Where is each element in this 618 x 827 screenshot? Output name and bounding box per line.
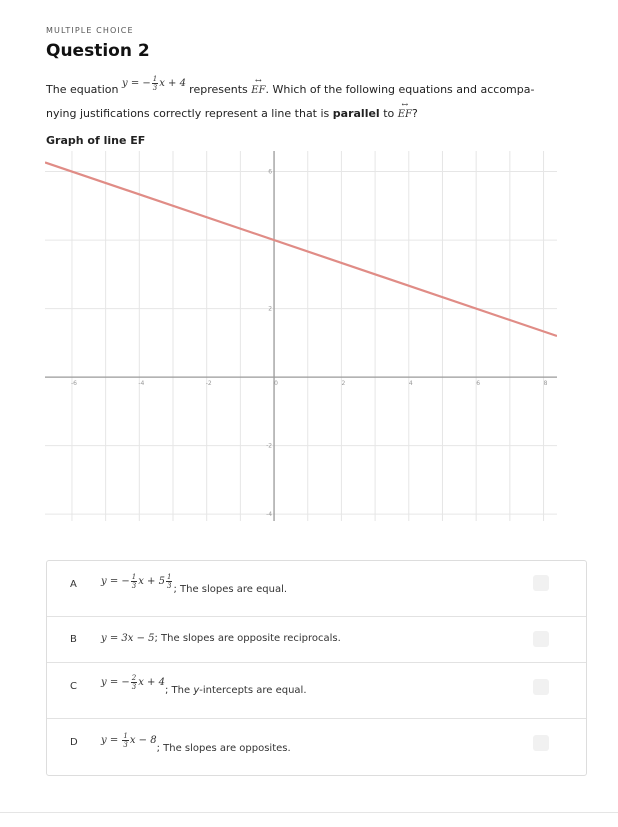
- choice-c-content: [101, 674, 307, 696]
- choice-c-select-box[interactable]: [533, 679, 549, 695]
- choice-a-select-box[interactable]: [533, 575, 549, 591]
- x-tick-label: -4: [138, 380, 145, 388]
- choice-c-justification: [165, 685, 307, 696]
- eq-fraction-den: 3: [152, 84, 158, 92]
- choice-a-fraction-2-num: 1: [166, 573, 172, 581]
- eq-fraction: [152, 75, 158, 92]
- choice-d-fraction-den: 3: [123, 741, 128, 749]
- choice-c-lhs: y = −: [101, 677, 130, 688]
- choice-c-fraction-num: 2: [131, 674, 137, 682]
- vector-arrow-icon: ↔: [401, 100, 409, 109]
- choice-a-lhs: y = −: [101, 576, 130, 587]
- x-tick-label: 0: [274, 380, 278, 388]
- page-bottom-divider: [0, 812, 618, 813]
- choice-a-letter: A: [70, 579, 77, 590]
- choice-a-justification: ; The slopes are equal.: [173, 584, 288, 595]
- question-prompt-line-2: [46, 100, 586, 129]
- choice-d-mid: x − 8: [129, 735, 157, 746]
- choice-a-fraction-2: [166, 573, 172, 590]
- choice-d-content: [101, 732, 291, 754]
- line-ef: [45, 162, 557, 336]
- y-tick-label: 6: [268, 168, 273, 176]
- vector-label: EF: [397, 109, 412, 120]
- choice-c-equation: [101, 674, 165, 691]
- prompt-line2-to: to: [379, 107, 398, 120]
- choice-d-fraction: [122, 732, 128, 749]
- choice-c-fraction-den: 3: [131, 683, 137, 691]
- choice-d-letter: D: [70, 737, 78, 748]
- x-tick-label: 6: [476, 380, 481, 388]
- choice-d-fraction-num: 1: [123, 732, 128, 740]
- choice-b-equation: y = 3x − 5: [101, 633, 155, 644]
- choice-d[interactable]: [47, 719, 586, 775]
- choice-b-letter: B: [70, 634, 77, 645]
- question-prompt-line-1: [46, 75, 586, 108]
- choice-c-mid: x + 4: [138, 677, 165, 688]
- x-tick-label: 8: [543, 380, 548, 388]
- question-type-label: MULTIPLE CHOICE: [46, 26, 134, 35]
- line-ef-vector-2: [397, 100, 412, 120]
- choice-b-justification: ; The slopes are opposite reciprocals.: [154, 633, 341, 644]
- choice-d-lhs: y =: [101, 735, 122, 746]
- choice-a-fraction: [131, 573, 137, 590]
- question-title: Question 2: [46, 41, 150, 61]
- choice-d-justification: ; The slopes are opposites.: [156, 743, 291, 754]
- graph-title: Graph of line EF: [46, 134, 146, 147]
- prompt-line2-end: ?: [412, 107, 418, 120]
- choice-d-select-box[interactable]: [533, 735, 549, 751]
- eq-fraction-num: 1: [152, 75, 158, 83]
- choice-c-just-italic: y: [193, 685, 200, 696]
- y-tick-label: -2: [266, 442, 273, 450]
- choice-a-fraction-2-den: 3: [166, 582, 172, 590]
- x-tick-label: 4: [408, 380, 413, 388]
- choice-c[interactable]: [47, 663, 586, 719]
- choice-a-content: [101, 573, 288, 595]
- choice-d-equation: [101, 732, 157, 749]
- x-tick-label: -2: [205, 380, 212, 388]
- x-tick-label: -6: [70, 380, 77, 388]
- choice-c-letter: C: [70, 681, 77, 692]
- choice-a[interactable]: [47, 561, 586, 617]
- vector-label: EF: [251, 85, 266, 96]
- prompt-text-the-equation: The equation: [46, 83, 119, 96]
- vector-arrow-icon: ↔: [255, 76, 262, 85]
- eq-rhs: x + 4: [159, 78, 186, 89]
- choice-a-fraction-num: 1: [131, 573, 137, 581]
- line-ef-graph: [45, 151, 557, 521]
- choice-a-fraction-den: 3: [131, 582, 137, 590]
- choice-c-fraction: [131, 674, 137, 691]
- prompt-parallel-keyword: parallel: [332, 107, 380, 120]
- line-ef-vector: [251, 76, 266, 96]
- choice-c-just-pre: ; The: [164, 685, 194, 696]
- prompt-text-rest: . Which of the following equations and accompa-: [265, 83, 535, 96]
- answer-choices: [46, 560, 587, 776]
- choice-b-content: [101, 633, 341, 644]
- prompt-line2-text: nying justifications correctly represent a line that is: [46, 107, 333, 120]
- choice-c-just-post: -intercepts are equal.: [199, 685, 307, 696]
- x-tick-label: 2: [341, 380, 346, 388]
- y-tick-label: 2: [268, 305, 273, 313]
- choice-b-select-box[interactable]: [533, 631, 549, 647]
- y-tick-label: -4: [266, 511, 273, 519]
- choice-b[interactable]: [47, 617, 586, 663]
- choice-a-mid: x + 5: [138, 576, 165, 587]
- prompt-text-represents: represents: [189, 83, 248, 96]
- prompt-equation: [122, 75, 189, 92]
- choice-a-equation: [101, 573, 173, 590]
- eq-lhs: y = −: [122, 78, 151, 89]
